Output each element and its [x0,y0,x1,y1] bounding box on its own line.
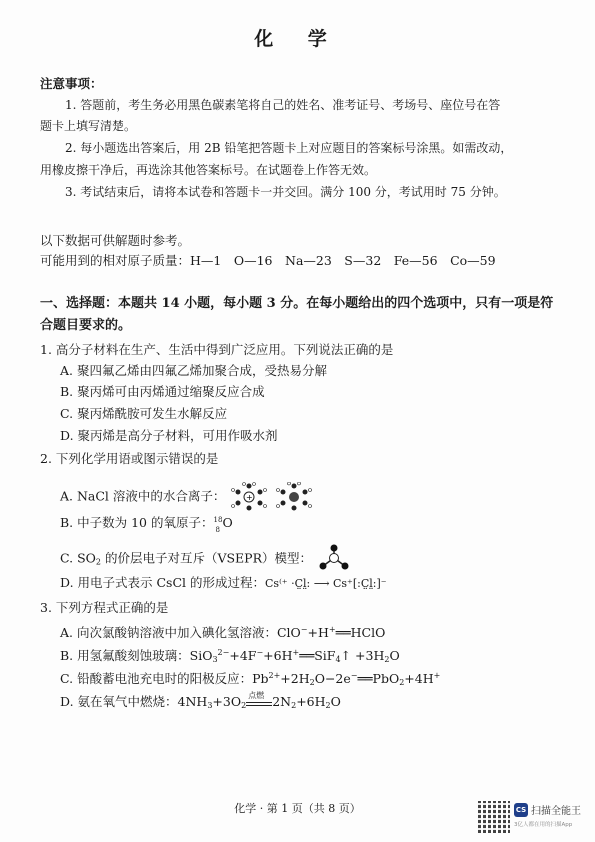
q3-b-sub2: 4 [335,655,341,664]
note-line-1: 1. 答题前，考生务必用黑色碳素笔将自己的姓名、准考证号、考场号、座位号在答 [65,98,501,112]
note-line-2: 题卡上填写清楚。 [40,119,137,133]
q3-b-post: ══SiF [299,648,336,663]
q3-d-pre: D. 氨在氧气中燃烧：4NH [60,694,208,709]
section-heading-2: 合题目要求的。 [40,318,132,333]
q3-d-sub1: 3 [207,701,213,710]
q2-option-b-text: B. 中子数为 10 的氧原子： [60,515,214,530]
q3-c-mid: +2H [280,671,310,686]
q2-option-a [60,482,319,512]
q3-c-sup1: 2+ [268,671,281,680]
reaction-arrow [246,690,272,710]
notes-title: 注意事项： [40,76,103,91]
q3-c-sup3: + [433,671,441,680]
note-line-4: 用橡皮擦干净后，再选涂其他答案标号。在试题卷上作答无效。 [40,163,377,177]
hydrated-ions-figure [229,482,319,512]
q3-d-mid: +3O [212,694,242,709]
q3-b-end: O [389,648,400,663]
section-heading-1: 一、选择题：本题共 14 小题，每小题 3 分。在每小题给出的四个选项中，只有一项是符 [40,296,554,311]
q3-b-mid: +4F [229,648,257,663]
q3-d-end2: O [330,694,341,709]
isotope-symbol: O [222,515,233,530]
q2-d-text: D. 用电子式表示 CsCl 的形成过程： [60,575,266,590]
q3-a-sup2: + [328,625,336,634]
q3-a-pre: A. 向次氯酸钠溶液中加入碘化氢溶液：ClO [60,625,301,640]
q3-option-b [60,645,400,668]
atomic-masses: 可能用到的相对原子质量：H—1 O—16 Na—23 S—32 Fe—56 Co—59 [40,253,496,268]
q2-option-b [60,515,233,534]
reaction-condition: 点燃 [248,690,265,700]
q1-option-a: A. 聚四氟乙烯由四氟乙烯加聚合成，受热易分解 [60,363,327,378]
isotope-mass: 18 [213,516,223,524]
q3-d-post: 2N [272,694,292,709]
q3-b-sup3: + [292,648,300,657]
page-title: 化 学 [254,28,341,50]
q2-c-sub: 2 [95,557,101,567]
q3-c-mid2: O−2e [314,671,351,686]
camscanner-tagline: 3亿人都在用的扫描App [514,822,573,828]
q2-d-formula: Cs⁽⁺ ·C̤l̤: ⟶ Cs⁺[:C̤l̤:]⁻ [265,577,387,590]
q3-a-post: ══HClO [335,625,386,640]
q3-d-end: +6H [296,694,326,709]
q3-b-sup1: 2− [217,648,230,657]
camscanner-logo: CS [514,803,528,817]
q3-b-pre: B. 用氢氟酸刻蚀玻璃：SiO [60,648,213,663]
q2-option-c [60,544,352,574]
q3-option-a [60,622,385,641]
q1-option-b: B. 聚丙烯可由丙烯通过缩聚反应合成 [60,384,265,399]
q2-option-a-text: A. NaCl 溶液中的水合离子： [60,488,226,504]
q3-d-sub2: 2 [241,701,247,710]
q3-d-sub4: 2 [325,701,331,710]
q3-b-sub3: 2 [384,655,390,664]
q1-stem: 1. 高分子材料在生产、生活中得到广泛应用。下列说法正确的是 [40,342,394,357]
q3-c-pre: C. 铅酸蓄电池充电时的阳极反应：Pb [60,671,269,686]
q2-c-pre: C. SO [60,550,96,566]
isotope-number: 8 [215,526,220,534]
q3-b-mid2: +6H [263,648,293,663]
q3-a-mid: +H [307,625,329,640]
q2-stem: 2. 下列化学用语或图示错误的是 [40,451,219,466]
note-line-5: 3. 考试结束后，请将本试卷和答题卡一并交回。满分 100 分，考试用时 75 分钟。 [65,185,506,199]
q2-option-d [60,575,387,592]
q3-b-sub1: 3 [212,655,218,664]
q3-d-sub3: 2 [291,701,297,710]
q3-c-sub2: 2 [399,678,405,687]
q3-a-sup1: − [300,625,308,634]
q3-b-tail: ↑ +3H [340,648,385,663]
isotope-notation [213,515,223,534]
page-footer: 化学 · 第 1 页（共 8 页） [234,802,361,815]
svg-text:+: + [246,493,254,502]
q3-c-end: +4H [404,671,434,686]
q3-c-sup2: − [350,671,358,680]
q3-stem: 3. 下列方程式正确的是 [40,600,169,615]
vsepr-model-figure [316,544,352,574]
q1-option-c: C. 聚丙烯酰胺可发生水解反应 [60,406,228,421]
qr-code-icon [478,801,510,833]
note-line-3: 2. 每小题选出答案后，用 2B 铅笔把答题卡上对应题目的答案标号涂黑。如需改动， [65,141,513,155]
equals-bar [246,702,272,706]
q3-c-sub1: 2 [309,678,315,687]
camscanner-name: 扫描全能王 [531,806,581,817]
q3-c-mid3: ══PbO [357,671,400,686]
reference-intro: 以下数据可供解题时参考。 [40,233,191,248]
q3-b-sup2: − [256,648,264,657]
q3-option-d [60,690,341,714]
q1-option-d: D. 聚丙烯是高分子材料，可用作吸水剂 [60,428,278,443]
q2-c-post: 的价层电子对互斥（VSEPR）模型： [100,550,312,566]
